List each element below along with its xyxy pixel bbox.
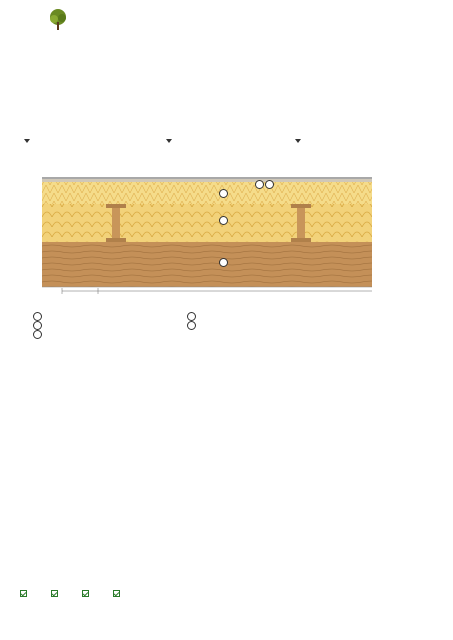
- stud-base-1: [106, 238, 126, 242]
- legend-number: [33, 312, 42, 321]
- layer-protect: [42, 182, 372, 204]
- layer-mortar: [42, 179, 372, 182]
- legend-item: [187, 312, 200, 321]
- blank-label: [164, 555, 239, 565]
- tree-icon: [46, 8, 70, 32]
- layer-marker-5: [265, 180, 274, 189]
- check-icon: [113, 590, 120, 597]
- layer-marker-4: [255, 180, 264, 189]
- layer-marker-1: [219, 258, 228, 267]
- check-icon: [20, 590, 27, 597]
- check-icon: [51, 590, 58, 597]
- stud-base-2: [291, 238, 311, 242]
- stud-cap-1: [106, 204, 126, 208]
- check-icon: [82, 590, 89, 597]
- stud-1: [112, 204, 120, 242]
- legend-number: [187, 312, 196, 321]
- layer-fichte: [42, 242, 372, 287]
- layer-therm: [42, 204, 372, 242]
- conditions-middle: [164, 555, 239, 565]
- heat-summer-rating-bar: [293, 143, 419, 149]
- legend-item: [33, 321, 46, 330]
- stud-2: [297, 204, 305, 242]
- moisture-marker: [166, 139, 172, 143]
- heat-protection-marker: [24, 139, 30, 143]
- stud-cap-2: [291, 204, 311, 208]
- heat-protection-rating-bar: [20, 143, 146, 149]
- check-enev-bestand-nwg: [113, 590, 124, 597]
- heat-summer-marker: [295, 139, 301, 143]
- check-enev-bestand: [82, 590, 93, 597]
- company-logo: [20, 8, 130, 50]
- legend-item: [187, 321, 200, 330]
- layer-marker-2: [219, 216, 228, 225]
- legend-right: [187, 312, 200, 330]
- legend-item: [33, 312, 46, 321]
- insulation-chart: [0, 405, 453, 555]
- moisture-rating-bar: [164, 143, 290, 149]
- legend-number: [187, 321, 196, 330]
- layer-plaster: [42, 177, 372, 179]
- standard-checks: [20, 590, 124, 597]
- legend-item: [33, 330, 46, 339]
- layer-marker-3: [219, 189, 228, 198]
- check-enev14-neubau: [51, 590, 62, 597]
- legend-number: [33, 330, 42, 339]
- check-enev16-neubau: [20, 590, 31, 597]
- legend-left: [33, 312, 46, 339]
- legend-number: [33, 321, 42, 330]
